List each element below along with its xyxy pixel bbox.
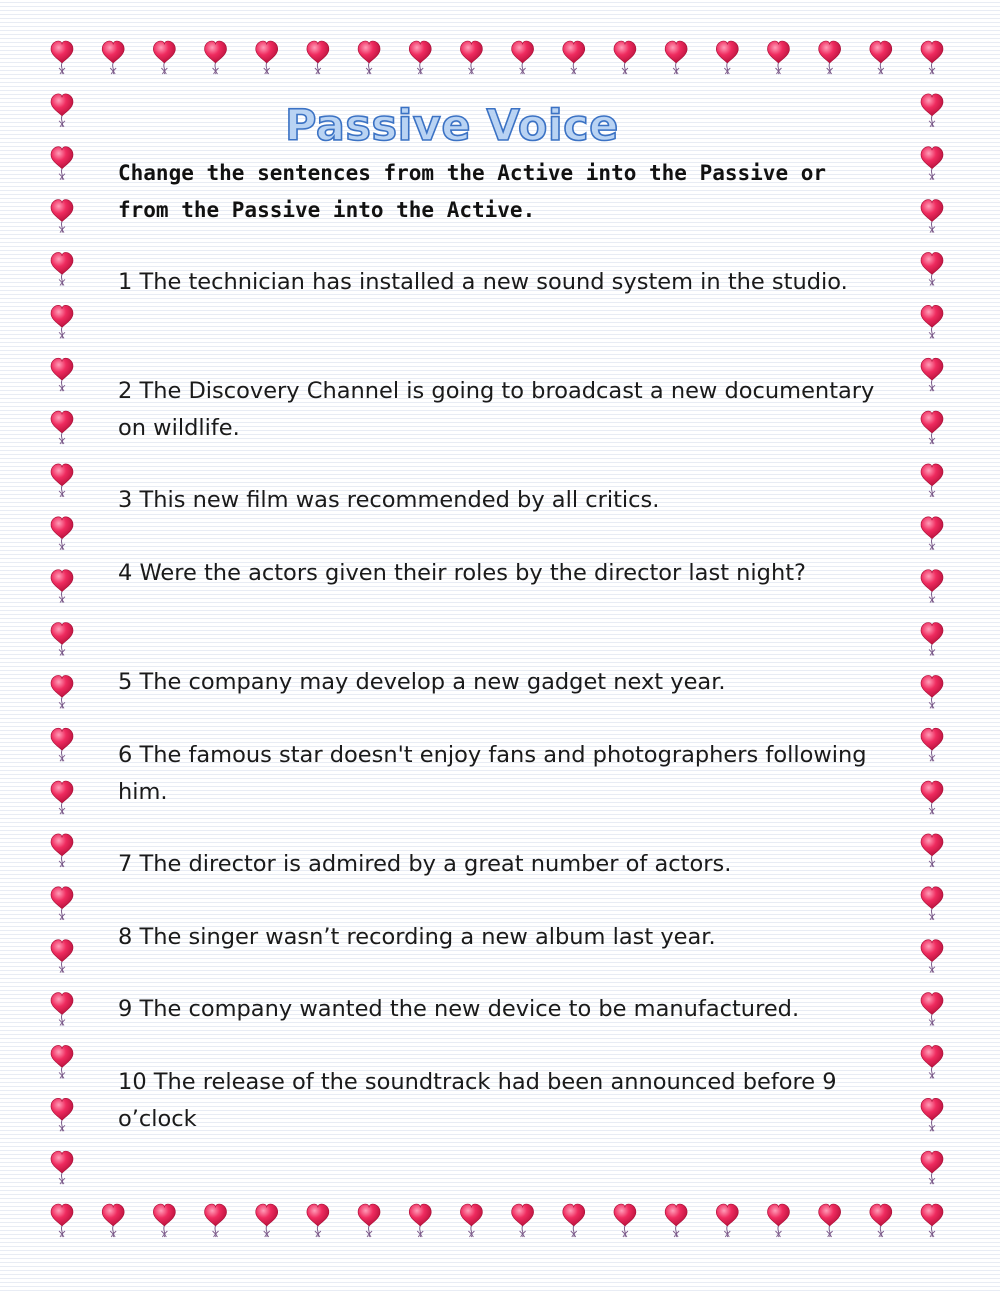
heart-balloon-icon [921, 675, 943, 708]
heart-balloon-icon [153, 41, 175, 74]
heart-balloon-icon [51, 1098, 73, 1131]
heart-balloon-icon [51, 728, 73, 761]
heart-balloon-icon [51, 1204, 73, 1237]
exercise-item-9: 9 The company wanted the new device to be manufactured. [118, 996, 800, 1022]
heart-balloon-icon [921, 728, 943, 761]
heart-balloon-icon [921, 993, 943, 1026]
heart-balloon-icon [921, 1098, 943, 1131]
heart-balloon-icon [512, 41, 534, 74]
heart-balloon-icon [921, 94, 943, 127]
heart-balloon-icon [51, 834, 73, 867]
heart-balloon-icon [51, 1045, 73, 1078]
heart-balloon-icon [921, 200, 943, 233]
heart-balloon-icon [921, 1045, 943, 1078]
exercise-item-2: 2 The Discovery Channel is going to broadcast a new documentary on wildlife. [118, 378, 875, 441]
exercise-item-6: 6 The famous star doesn't enjoy fans and photographers following him. [118, 742, 867, 805]
heart-balloon-icon [51, 147, 73, 180]
heart-balloon-icon [870, 1204, 892, 1237]
heart-balloon-icon [460, 41, 482, 74]
heart-balloon-icon [921, 781, 943, 814]
heart-balloon-icon [563, 41, 585, 74]
exercise-item-3: 3 This new film was recommended by all critics. [118, 487, 660, 513]
page-title: Passive Voice [285, 101, 619, 151]
heart-balloon-icon [921, 1204, 943, 1237]
heart-balloon-icon [51, 41, 73, 74]
heart-balloon-icon [921, 41, 943, 74]
heart-balloon-icon [665, 41, 687, 74]
heart-balloon-icon [307, 41, 329, 74]
heart-balloon-icon [767, 41, 789, 74]
heart-balloon-icon [51, 623, 73, 656]
heart-balloon-icon [51, 993, 73, 1026]
heart-balloon-icon [614, 41, 636, 74]
heart-balloon-icon [256, 1204, 278, 1237]
heart-balloon-icon [819, 41, 841, 74]
heart-balloon-icon [51, 464, 73, 497]
heart-balloon-icon [921, 411, 943, 444]
heart-balloon-icon [665, 1204, 687, 1237]
exercise-item-8: 8 The singer wasn’t recording a new album last year. [118, 924, 716, 950]
heart-balloon-icon [51, 200, 73, 233]
exercise-item-10: 10 The release of the soundtrack had been announced before 9 o’clock [118, 1069, 837, 1132]
heart-balloon-icon [716, 41, 738, 74]
heart-balloon-icon [563, 1204, 585, 1237]
heart-balloon-icon [51, 517, 73, 550]
heart-balloon-icon [409, 41, 431, 74]
heart-balloon-icon [51, 411, 73, 444]
exercise-item-1: 1 The technician has installed a new sound system in the studio. [118, 269, 848, 295]
exercise-item-4: 4 Were the actors given their roles by the director last night? [118, 560, 806, 586]
heart-balloon-icon [358, 41, 380, 74]
exercise-item-7: 7 The director is admired by a great number of actors. [118, 851, 732, 877]
heart-balloon-icon [921, 834, 943, 867]
exercise-item-5: 5 The company may develop a new gadget next year. [118, 669, 726, 695]
heart-balloon-icon [921, 1151, 943, 1184]
heart-balloon-icon [921, 358, 943, 391]
heart-balloon-icon [102, 1204, 124, 1237]
heart-balloon-icon [153, 1204, 175, 1237]
heart-balloon-icon [614, 1204, 636, 1237]
heart-balloon-icon [51, 781, 73, 814]
heart-balloon-icon [102, 41, 124, 74]
heart-balloon-icon [51, 940, 73, 973]
heart-balloon-icon [460, 1204, 482, 1237]
heart-balloon-icon [256, 41, 278, 74]
instruction-text: Change the sentences from the Active into the Passive or from the Passive into the Active. [118, 161, 827, 222]
heart-balloon-icon [921, 517, 943, 550]
heart-balloon-icon [51, 1151, 73, 1184]
heart-balloon-icon [205, 41, 227, 74]
heart-balloon-icon [51, 675, 73, 708]
heart-balloon-icon [921, 570, 943, 603]
heart-balloon-icon [358, 1204, 380, 1237]
heart-balloon-icon [819, 1204, 841, 1237]
heart-balloon-icon [767, 1204, 789, 1237]
heart-balloon-icon [921, 940, 943, 973]
heart-balloon-icon [921, 464, 943, 497]
heart-balloon-icon [307, 1204, 329, 1237]
heart-balloon-icon [870, 41, 892, 74]
heart-balloon-icon [921, 305, 943, 338]
heart-balloon-icon [51, 94, 73, 127]
heart-balloon-icon [512, 1204, 534, 1237]
heart-balloon-icon [921, 147, 943, 180]
heart-balloon-icon [51, 887, 73, 920]
heart-balloon-icon [51, 358, 73, 391]
heart-balloon-icon [205, 1204, 227, 1237]
heart-balloon-icon [716, 1204, 738, 1237]
heart-balloon-icon [921, 623, 943, 656]
heart-balloon-icon [921, 887, 943, 920]
heart-balloon-icon [51, 570, 73, 603]
heart-balloon-icon [409, 1204, 431, 1237]
heart-balloon-icon [921, 252, 943, 285]
heart-balloon-icon [51, 252, 73, 285]
heart-balloon-icon [51, 305, 73, 338]
